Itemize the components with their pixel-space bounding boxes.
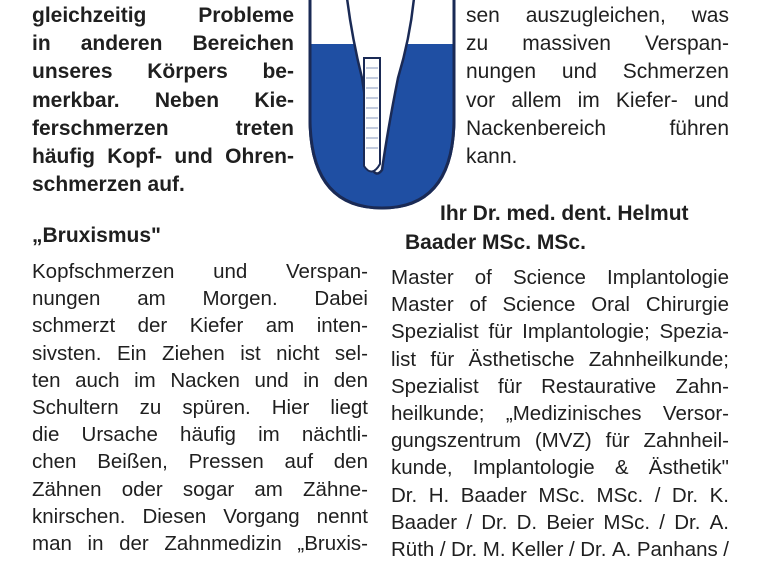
text-line: chen Beißen, Pressen auf den <box>32 450 368 474</box>
text-line: list für Ästhetische Zahnheilkunde; <box>391 347 729 371</box>
continued-paragraph <box>466 2 729 171</box>
text-line: Dr. H. Baader MSc. MSc. / Dr. K. <box>391 483 729 507</box>
text-line: Schultern zu spüren. Hier liegt <box>32 396 368 420</box>
section-heading: „Bruxismus" <box>32 224 161 247</box>
text-line: gleichzeitig Probleme <box>32 4 294 27</box>
text-line: Baader / Dr. D. Beier MSc. / Dr. A. <box>391 510 729 534</box>
text-line: Spezialist für Implantologie; Spezia- <box>391 320 729 344</box>
text-line: nungen und Schmerzen <box>466 60 729 84</box>
text-line: Rüth / Dr. M. Keller / Dr. A. Panhans / <box>391 538 729 562</box>
text-line: Kopfschmerzen und Verspan- <box>32 260 368 283</box>
text-line: schmerzt der Kiefer am inten- <box>32 314 368 338</box>
signature-line-2: Baader MSc. MSc. <box>405 231 586 254</box>
text-line: sen auszugleichen, was <box>466 4 729 27</box>
text-line: heilkunde; „Medizinisches Versor- <box>391 402 729 426</box>
text-line: Zähnen oder sogar am Zähne- <box>32 477 368 501</box>
text-line: knirschen. Diesen Vorgang nennt <box>32 504 368 528</box>
text-line: ten auch im Nacken und in den <box>32 368 368 392</box>
text-line: gungszentrum (MVZ) für Zahnheil- <box>391 429 729 453</box>
text-line: Master of Science Implantologie <box>391 266 729 289</box>
text-line: Nackenbereich führen <box>466 116 729 140</box>
text-line: nungen am Morgen. Dabei <box>32 287 368 311</box>
dental-implant-illustration <box>302 0 462 213</box>
text-line: in anderen Bereichen <box>32 32 294 56</box>
intro-paragraph <box>32 2 294 199</box>
text-line: zu massiven Verspan- <box>466 32 729 56</box>
bruxismus-paragraph <box>32 258 368 557</box>
text-line: Master of Science Oral Chirurgie <box>391 293 729 317</box>
text-line: ferschmerzen treten <box>32 116 294 140</box>
text-line: merkbar. Neben Kie- <box>32 88 294 112</box>
signature-line-1: Ihr Dr. med. dent. Helmut <box>440 202 689 225</box>
text-line: schmerzen auf. <box>32 173 185 197</box>
credentials-paragraph <box>391 264 729 563</box>
text-line: kunde, Implantologie & Ästhetik" <box>391 456 729 480</box>
text-line: die Ursache häufig im nächtli- <box>32 423 368 447</box>
text-line: man in der Zahnmedizin „Bruxis- <box>32 532 368 556</box>
text-line: kann. <box>466 145 518 169</box>
text-line: sivsten. Ein Ziehen ist nicht sel- <box>32 341 368 365</box>
text-line: vor allem im Kiefer- und <box>466 88 729 112</box>
text-line: häufig Kopf- und Ohren- <box>32 145 294 169</box>
text-line: Spezialist für Restaurative Zahn- <box>391 374 729 398</box>
text-line: unseres Körpers be- <box>32 60 294 84</box>
